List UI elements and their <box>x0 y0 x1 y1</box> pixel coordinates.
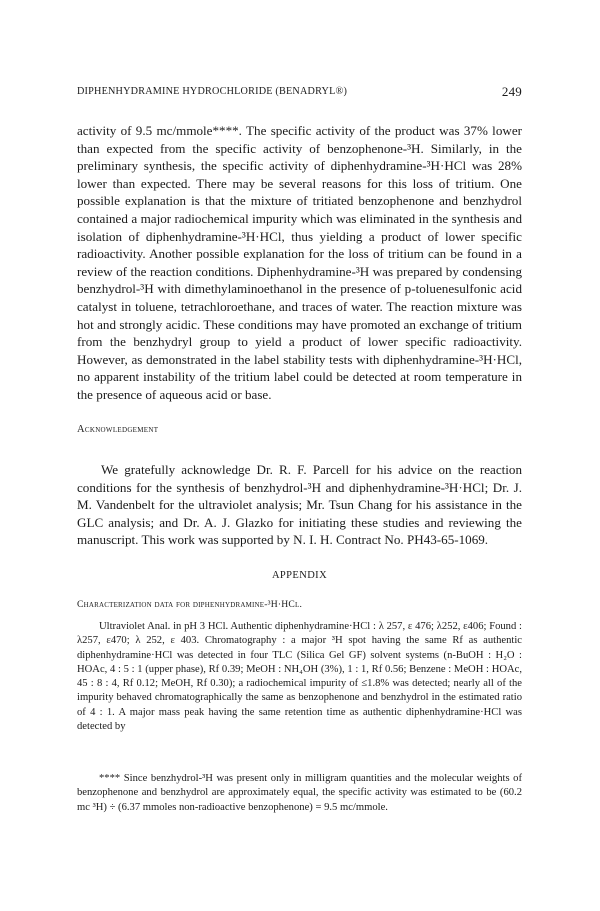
acknowledgement-heading: Acknowledgement <box>77 424 159 435</box>
body-paragraph: activity of 9.5 mc/mmole****. The specific activity of the product was 37% lower than expected from the specific activity of benzophenone-³H. Similarly, in the preliminary synthesis, the specific activity of diphenhydramine-³H·HCl was 28% lower than expected. There may be several reasons for this loss of tritium. One possible explanation is that the mixture of tritiated benzophenone and benzhydrol contained a major radiochemical impurity which was eliminated in the synthesis and isolation of diphenhydramine-³H·HCl, thus yielding a product of lower specific radioactivity. Another possible explanation for the loss of tritium can be found in a review of the reaction conditions. Diphenhydramine-³H was prepared by condensing benzhydrol-³H with dimethylaminoethanol in the presence of p-toluenesulfonic acid catalyst in toluene, tetrachloroethane, and traces of water. The reaction mixture was hot and strongly acidic. These conditions may have promoted an exchange of tritium from the benzhydryl group to yield a product of lower specific radioactivity. However, as demonstrated in the label stability tests with diphenhydramine-³H·HCl, no apparent instability of the tritium label could be detected at room temperature in the presence of aqueous acid or base. <box>77 123 522 402</box>
acknowledgement-text: We gratefully acknowledge Dr. R. F. Parcell for his advice on the reaction conditions for the synthesis of benzhydrol-³H and diphenhydramine-³H·HCl; Dr. J. M. Vandenbelt for the ultraviolet analysis; Mr. Tsun Chang for his assistance in the GLC analysis; and Dr. A. J. Glazko for initiating these studies and reviewing the manuscript. This work was supported by N. I. H. Contract No. PH43-65-1069. <box>77 462 522 548</box>
footnote <box>77 772 522 815</box>
appendix-section <box>77 620 522 734</box>
footnote-text: **** Since benzhydrol-³H was present only in milligram quantities and the molecular weights of benzophenone and benzhydrol are approximately equal, the specific activity was estimated to be (60.2 mc ³H) ÷ (6.37 mmoles non-radioactive benzophenone) = 9.5 mc/mmole. <box>77 773 522 813</box>
running-header <box>77 86 522 97</box>
appendix-text: Ultraviolet Anal. in pH 3 HCl. Authentic diphenhydramine·HCl : λ 257, ε 476; λ252, ε406; Found : λ257, ε470; λ 252, ε 403. Chromatography : a major ³H spot having the same Rf as authentic diphenhydramine·HCl was detected in four TLC (Silica Gel GF) solvent systems (n-BuOH : H₂O : HOAc, 4 : 5 : 1 (upper phase), Rf 0.39; MeOH : NH₄OH (3%), 1 : 1, Rf 0.56; Benzene : MeOH : HOAc, 45 : 8 : 4, Rf 0.12; MeOH, Rf 0.30); a radiochemical impurity of ≤1.8% was detected; nearly all of the impurity behaved chromatographically the same as benzophenone and benzhydrol in the estimated ratio of 4 : 1. A major mass peak having the same retention time as authentic diphenhydramine·HCl was detected by <box>77 621 522 733</box>
appendix-subheading: Characterization data for diphenhydramine-³H·HCl. <box>77 599 303 610</box>
page-number: 249 <box>501 84 522 99</box>
acknowledgement-section <box>77 461 522 549</box>
appendix-title: APPENDIX <box>271 570 328 581</box>
running-title: DIPHENHYDRAMINE HYDROCHLORIDE (BENADRYL®) <box>77 86 348 97</box>
